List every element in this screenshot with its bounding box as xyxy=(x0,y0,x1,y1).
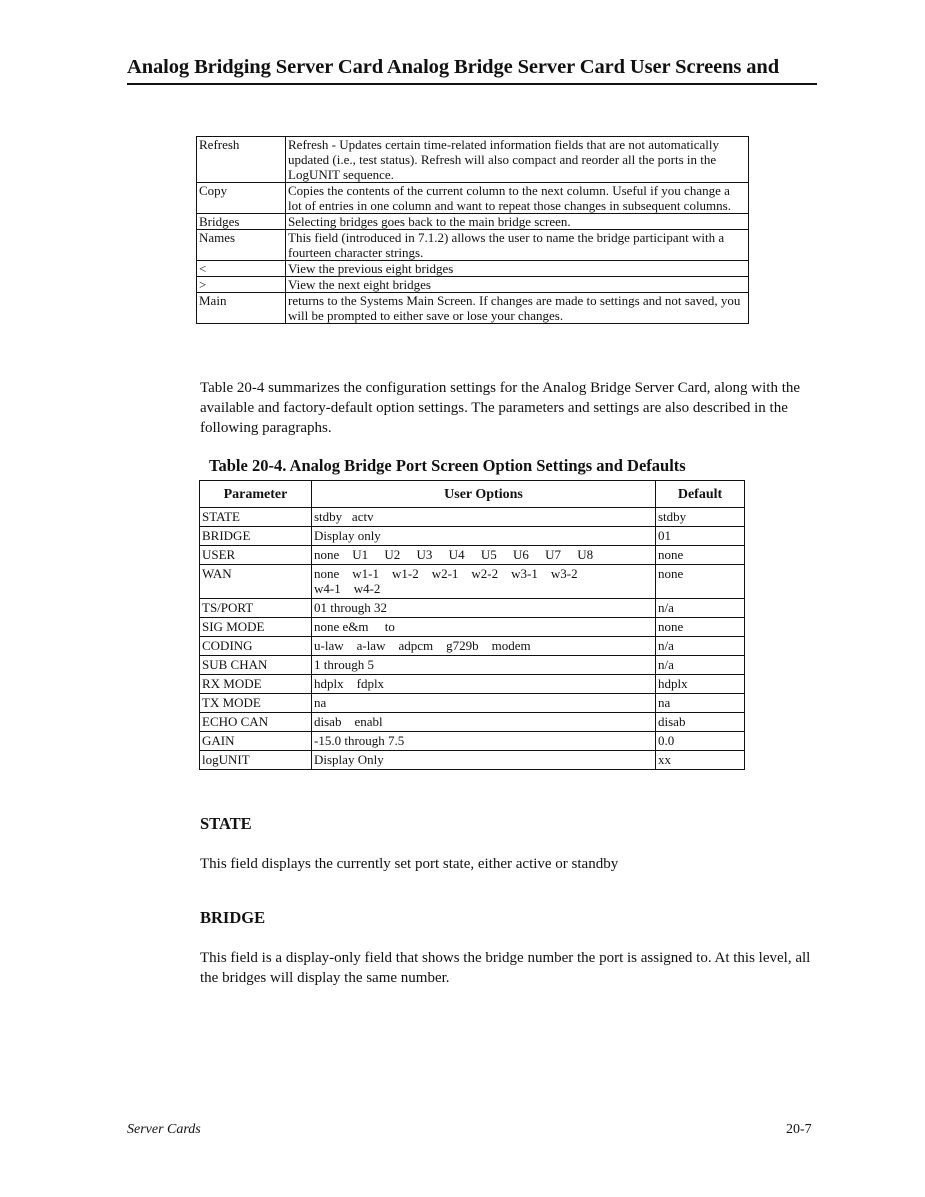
option-row xyxy=(200,751,745,770)
command-name: Refresh xyxy=(197,137,286,183)
command-table xyxy=(196,136,749,324)
option-values: 1 through 5 xyxy=(312,656,656,675)
command-description: View the next eight bridges xyxy=(286,277,749,293)
option-parameter: TX MODE xyxy=(200,694,312,713)
header-rule xyxy=(127,83,817,85)
option-values: none w1-1 w1-2 w2-1 w2-2 w3-1 w3-2 w4-1 w4-2 xyxy=(312,565,656,599)
command-name: < xyxy=(197,261,286,277)
command-name: Bridges xyxy=(197,214,286,230)
option-parameter: BRIDGE xyxy=(200,527,312,546)
header-default: Default xyxy=(656,481,745,508)
option-row xyxy=(200,675,745,694)
options-table-header-row xyxy=(200,481,745,508)
command-row xyxy=(197,230,749,261)
option-parameter: CODING xyxy=(200,637,312,656)
command-name: Names xyxy=(197,230,286,261)
footer-section-name: Server Cards xyxy=(127,1122,201,1137)
option-default: none xyxy=(656,565,745,599)
options-table-body xyxy=(200,508,745,770)
command-description: Refresh - Updates certain time-related information fields that are not automatically updated (i.e., test status). Refresh will also compact and reorder all the ports in the LogUNIT sequence. xyxy=(286,137,749,183)
option-parameter: USER xyxy=(200,546,312,565)
option-values: none U1 U2 U3 U4 U5 U6 U7 U8 xyxy=(312,546,656,565)
option-default: na xyxy=(656,694,745,713)
table-caption: Table 20-4. Analog Bridge Port Screen Option Settings and Defaults xyxy=(209,456,686,475)
option-values: Display Only xyxy=(312,751,656,770)
option-parameter: GAIN xyxy=(200,732,312,751)
footer-page-number: 20-7 xyxy=(786,1122,812,1137)
option-default: n/a xyxy=(656,599,745,618)
option-values: disab enabl xyxy=(312,713,656,732)
option-parameter: SUB CHAN xyxy=(200,656,312,675)
option-values: stdby actv xyxy=(312,508,656,527)
option-parameter: TS/PORT xyxy=(200,599,312,618)
option-default: disab xyxy=(656,713,745,732)
command-row xyxy=(197,277,749,293)
option-default: 0.0 xyxy=(656,732,745,751)
command-description: View the previous eight bridges xyxy=(286,261,749,277)
option-default: none xyxy=(656,546,745,565)
option-parameter: logUNIT xyxy=(200,751,312,770)
command-row xyxy=(197,214,749,230)
option-default: 01 xyxy=(656,527,745,546)
option-row xyxy=(200,732,745,751)
option-row xyxy=(200,565,745,599)
command-row xyxy=(197,183,749,214)
section-heading-state: STATE xyxy=(200,814,252,833)
option-row xyxy=(200,618,745,637)
option-default: none xyxy=(656,618,745,637)
option-row xyxy=(200,599,745,618)
command-name: > xyxy=(197,277,286,293)
command-name: Copy xyxy=(197,183,286,214)
section-text-state: This field displays the currently set port state, either active or standby xyxy=(200,856,619,872)
option-parameter: SIG MODE xyxy=(200,618,312,637)
option-default: xx xyxy=(656,751,745,770)
header-parameter: Parameter xyxy=(200,481,312,508)
command-row xyxy=(197,261,749,277)
option-row xyxy=(200,527,745,546)
header-user-options: User Options xyxy=(312,481,656,508)
option-values: u-law a-law adpcm g729b modem xyxy=(312,637,656,656)
command-description: Copies the contents of the current column to the next column. Useful if you change a lot of entries in one column and want to repeat those changes in subsequent columns. xyxy=(286,183,749,214)
section-text-bridge: This field is a display-only field that shows the bridge number the port is assigned to. At this level, all the bridges will display the same number. xyxy=(200,950,811,986)
intro-paragraph: Table 20-4 summarizes the configuration settings for the Analog Bridge Server Card, along with the available and factory-default option settings. The parameters and settings are also described in the following paragraphs. xyxy=(200,380,801,436)
option-row xyxy=(200,656,745,675)
section-heading-bridge: BRIDGE xyxy=(200,908,266,927)
option-default: n/a xyxy=(656,656,745,675)
command-table-body xyxy=(197,137,749,324)
options-table xyxy=(199,480,745,770)
option-values: 01 through 32 xyxy=(312,599,656,618)
command-row xyxy=(197,293,749,324)
option-row xyxy=(200,694,745,713)
command-row xyxy=(197,137,749,183)
option-row xyxy=(200,546,745,565)
option-row xyxy=(200,713,745,732)
option-values: none e&m to xyxy=(312,618,656,637)
option-values: hdplx fdplx xyxy=(312,675,656,694)
option-default: stdby xyxy=(656,508,745,527)
option-default: n/a xyxy=(656,637,745,656)
option-row xyxy=(200,637,745,656)
command-description: Selecting bridges goes back to the main bridge screen. xyxy=(286,214,749,230)
page-header-title: Analog Bridging Server Card Analog Bridge Server Card User Screens and xyxy=(127,56,780,78)
command-description: returns to the Systems Main Screen. If changes are made to settings and not saved, you will be prompted to either save or lose your changes. xyxy=(286,293,749,324)
option-row xyxy=(200,508,745,527)
option-parameter: STATE xyxy=(200,508,312,527)
option-values: Display only xyxy=(312,527,656,546)
command-description: This field (introduced in 7.1.2) allows the user to name the bridge participant with a fourteen character strings. xyxy=(286,230,749,261)
option-default: hdplx xyxy=(656,675,745,694)
option-parameter: ECHO CAN xyxy=(200,713,312,732)
option-parameter: RX MODE xyxy=(200,675,312,694)
option-values: -15.0 through 7.5 xyxy=(312,732,656,751)
option-parameter: WAN xyxy=(200,565,312,599)
option-values: na xyxy=(312,694,656,713)
command-name: Main xyxy=(197,293,286,324)
